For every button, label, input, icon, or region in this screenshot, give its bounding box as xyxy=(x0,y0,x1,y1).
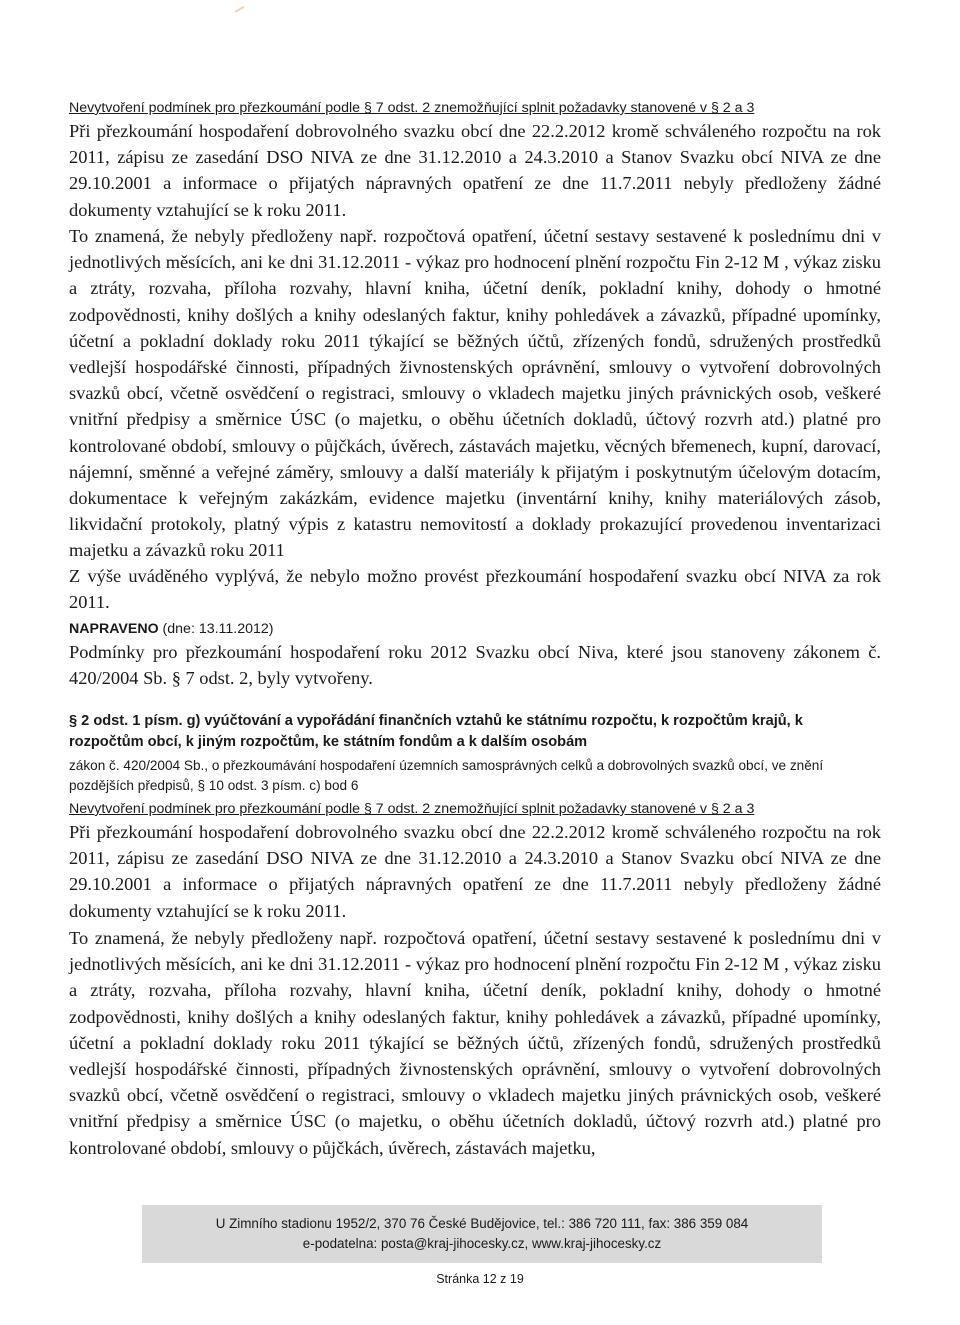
footer-box xyxy=(142,1205,822,1263)
section-title: § 2 odst. 1 písm. g) vyúčtování a vypořádání finančních vztahů ke státnímu rozpočtu, k rozpočtům krajů, k rozpočtům obcí, k jiným rozpočtům, ke státním fondům a k dalším osobám xyxy=(69,713,803,750)
finding-paragraph: Při přezkoumání hospodaření dobrovolného svazku obcí dne 22.2.2012 kromě schváleného rozpočtu na rok 2011, zápisu ze zasedání DSO NIVA ze dne 31.12.2010 a 24.3.2010 a Stanov Svazku obcí NIVA ze dne 29.10.2001 a informace o přijatých nápravných opatření ze dne 11.7.2011 nebyly předloženy žádné dokumenty vztahující se k roku 2011. xyxy=(69,121,881,220)
section-law-reference: zákon č. 420/2004 Sb., o přezkoumávání hospodaření územních samosprávných celků a dobrovolných svazků obcí, ve znění pozdějších předpisů, § 10 odst. 3 písm. c) bod 6 xyxy=(69,758,824,793)
footer-contact: e-podatelna: posta@kraj-jihocesky.cz, www.kraj-jihocesky.cz xyxy=(302,1236,662,1251)
finding-conclusion: Z výše uváděného vyplývá, že nebylo možno provést přezkoumání hospodaření svazku obcí NIVA za rok 2011. xyxy=(69,566,881,613)
remedied-label: NAPRAVENO xyxy=(69,621,159,637)
page-number: Stránka 12 z 19 xyxy=(436,1272,524,1286)
finding-heading: Nevytvoření podmínek pro přezkoumání podle § 7 odst. 2 znemožňující splnit požadavky stanovené v § 2 a 3 xyxy=(69,100,755,116)
finding-details-paragraph: To znamená, že nebyly předloženy např. rozpočtová opatření, účetní sestavy sestavené k poslednímu dni v jednotlivých měsících, ani ke dni 31.12.2011 - výkaz pro hodnocení plnění rozpočtu Fin 2-12 M , výkaz zisku a ztráty, rozvaha, příloha rozvahy, hlavní kniha, účetní deník, pokladní knihy, dohody o hmotné zodpovědnosti, knihy došlých a knihy odeslaných faktur, knihy pohledávek a závazků, případné upomínky, účetní a pokladní doklady roku 2011 týkající se běžných účtů, zřízených fondů, sdružených prostředků vedlejší hospodářské činnosti, případných živnostenských oprávnění, smlouvy o vytvoření dobrovolných svazků obcí, včetně osvědčení o registraci, smlouvy o vkladech majetku jiných právnických osob, veškeré vnitřní předpisy a směrnice ÚSC (o majetku, o oběhu účetních dokladů, účtový rozvrh atd.) platné pro kontrolované období, smlouvy o půjčkách, úvěrech, zástavách majetku, věcných břemenech, kupní, darovací, nájemní, směnné a veřejné záměry, smlouvy a další materiály k přijatým i poskytnutým účelovým dotacím, dokumentace k veřejným zakázkám, evidence majetku (inventární knihy, knihy materiálových zásob, likvidační protokoly, platný výpis z katastru nemovitostí a doklady prokazující provedenou inventarizaci majetku a závazků roku 2011 xyxy=(69,226,881,561)
finding-details-paragraph-2: To znamená, že nebyly předloženy např. rozpočtová opatření, účetní sestavy sestavené k poslednímu dni v jednotlivých měsících, ani ke dni 31.12.2011 - výkaz pro hodnocení plnění rozpočtu Fin 2-12 M , výkaz zisku a ztráty, rozvaha, příloha rozvahy, hlavní kniha, účetní deník, pokladní knihy, dohody o hmotné zodpovědnosti, knihy došlých a knihy odeslaných faktur, knihy pohledávek a závazků, případné upomínky, účetní a pokladní doklady roku 2011 týkající se běžných účtů, zřízených fondů, sdružených prostředků vedlejší hospodářské činnosti, případných živnostenských oprávnění, smlouvy o vytvoření dobrovolných svazků obcí, včetně osvědčení o registraci, smlouvy o vkladech majetku jiných právnických osob, veškeré vnitřní předpisy a směrnice ÚSC (o majetku, o oběhu účetních dokladů, účtový rozvrh atd.) platné pro kontrolované období, smlouvy o půjčkách, úvěrech, zástavách majetku, xyxy=(69,928,881,1158)
finding-heading-2: Nevytvoření podmínek pro přezkoumání podle § 7 odst. 2 znemožňující splnit požadavky stanovené v § 2 a 3 xyxy=(69,801,755,817)
scan-mark xyxy=(235,6,248,18)
finding-paragraph-2: Při přezkoumání hospodaření dobrovolného svazku obcí dne 22.2.2012 kromě schváleného rozpočtu na rok 2011, zápisu ze zasedání DSO NIVA ze dne 31.12.2010 a 24.3.2010 a Stanov Svazku obcí NIVA ze dne 29.10.2001 a informace o přijatých nápravných opatření ze dne 11.7.2011 nebyly předloženy žádné dokumenty vztahující se k roku 2011. xyxy=(69,822,881,921)
remedied-date: (dne: 13.11.2012) xyxy=(158,621,274,637)
remedied-note xyxy=(69,620,881,638)
footer-address: U Zimního stadionu 1952/2, 370 76 České Budějovice, tel.: 386 720 111, fax: 386 359 084 xyxy=(215,1216,749,1231)
remedy-paragraph: Podmínky pro přezkoumání hospodaření roku 2012 Svazku obcí Niva, které jsou stanoveny zákonem č. 420/2004 Sb. § 7 odst. 2, byly vytvořeny. xyxy=(69,642,881,689)
